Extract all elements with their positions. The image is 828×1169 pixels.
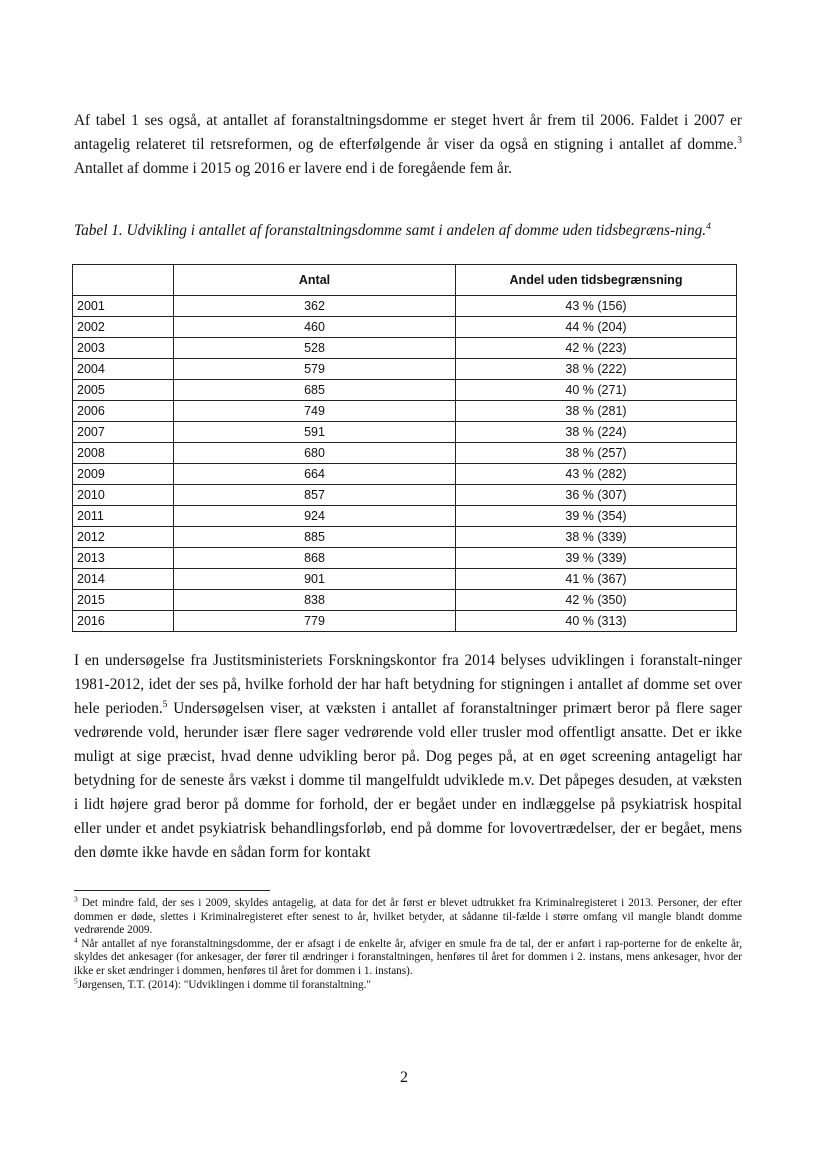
cell-antal: 838	[174, 590, 456, 611]
footnote-ref-5[interactable]: 5	[162, 699, 168, 710]
cell-andel: 42 % (223)	[456, 338, 737, 359]
cell-antal: 924	[174, 506, 456, 527]
body-text-b: Undersøgelsen viser, at væksten i antallet af foranstaltninger primært beror på flere sager vedrørende vold, herunder især flere sager vedrørende vold eller trusler mod offentligt ansatte. Det er ikke muligt at sige præcist, hvad denne udvikling beror på. Dog peges på, at en øget screening antageligt har betydning for de seneste års vækst i domme til mangelfuldt udviklede m.v. Det påpeges desuden, at væksten i lidt højere grad beror på domme for forhold, der er begået under en indlæggelse på psykiatrisk hospital eller under et andet psykiatrisk behandlingsforløb, end på domme for lovovertrædelser, der er begået, mens den dømte ikke havde en sådan form for kontakt	[74, 700, 742, 861]
intro-text-b: Antallet af domme i 2015 og 2016 er lavere end i de foregående fem år.	[74, 160, 512, 177]
cell-year: 2009	[73, 464, 174, 485]
cell-andel: 40 % (271)	[456, 380, 737, 401]
cell-antal: 664	[174, 464, 456, 485]
footnote-divider	[74, 890, 270, 891]
cell-andel: 44 % (204)	[456, 317, 737, 338]
cell-antal: 857	[174, 485, 456, 506]
cell-andel: 38 % (222)	[456, 359, 737, 380]
intro-text-a: Af tabel 1 ses også, at antallet af foranstaltningsdomme er steget hvert år frem til 2006. Faldet i 2007 er antagelig relateret til retsreformen, og de efterfølgende år viser da også en stigning i antallet af domme.	[74, 112, 742, 153]
cell-andel: 36 % (307)	[456, 485, 737, 506]
cell-year: 2006	[73, 401, 174, 422]
page-number: 2	[400, 1069, 408, 1086]
header-andel: Andel uden tidsbegrænsning	[456, 265, 737, 296]
table-row	[73, 401, 737, 422]
cell-year: 2012	[73, 527, 174, 548]
cell-andel: 41 % (367)	[456, 569, 737, 590]
cell-year: 2011	[73, 506, 174, 527]
footnotes	[74, 894, 742, 992]
cell-year: 2007	[73, 422, 174, 443]
body-text-a: I en undersøgelse fra Justitsministeriets Forskningskontor fra 2014 belyses udviklingen i foranstalt-ninger 1981-2012, idet der ses på, hvilke forhold der har haft betydning for stigningen i antallet af domme set over hele perioden.	[74, 652, 742, 717]
cell-andel: 39 % (354)	[456, 506, 737, 527]
cell-year: 2008	[73, 443, 174, 464]
cell-antal: 779	[174, 611, 456, 632]
cell-andel: 42 % (350)	[456, 590, 737, 611]
cell-year: 2005	[73, 380, 174, 401]
table-row	[73, 506, 737, 527]
table-row	[73, 359, 737, 380]
intro-paragraph	[74, 109, 742, 181]
cell-antal: 362	[174, 296, 456, 317]
cell-antal: 901	[174, 569, 456, 590]
footnote-4-text: Når antallet af nye foranstaltningsdomme, der er afsagt i de enkelte år, afviger en smule fra de tal, der er anført i rap-porterne for de enkelte år, skyldes det ankesager (for ankesager, der fører til ændringer i foranstaltningen, henføres til året for dommen i 2. instans, mens ankesager, hvor der ikke er sket ændringer i dommen, henføres til året for dommen i 1. instans).	[74, 937, 742, 977]
cell-year: 2015	[73, 590, 174, 611]
cell-andel: 38 % (339)	[456, 527, 737, 548]
table-row	[73, 464, 737, 485]
cell-andel: 38 % (224)	[456, 422, 737, 443]
table-row	[73, 317, 737, 338]
cell-year: 2010	[73, 485, 174, 506]
footnote-5-text: Jørgensen, T.T. (2014): "Udviklingen i domme til foranstaltning."	[77, 978, 371, 991]
footnote-3-marker: 3	[74, 894, 78, 904]
cell-antal: 749	[174, 401, 456, 422]
header-antal: Antal	[174, 265, 456, 296]
footnote-5	[74, 975, 742, 993]
table-caption	[74, 221, 742, 241]
cell-antal: 579	[174, 359, 456, 380]
cell-andel: 43 % (282)	[456, 464, 737, 485]
table-header-row	[73, 265, 737, 296]
footnote-3-text: Det mindre fald, der ses i 2009, skyldes antagelig, at data for det år først er blevet udtrukket fra Kriminalregisteret i 2013. Personer, der efter dommen er døde, slettes i Kriminalregisteret efter senest to år, hvilket betyder, at sådanne til-fælde i større omfang vil mangle blandt domme vedrørende 2009.	[74, 897, 742, 937]
cell-andel: 40 % (313)	[456, 611, 737, 632]
table-row	[73, 569, 737, 590]
table-row	[73, 485, 737, 506]
cell-year: 2004	[73, 359, 174, 380]
cell-year: 2014	[73, 569, 174, 590]
table-row	[73, 527, 737, 548]
footnote-4	[74, 935, 742, 979]
table-body	[73, 296, 737, 632]
cell-year: 2002	[73, 317, 174, 338]
cell-year: 2003	[73, 338, 174, 359]
cell-andel: 38 % (281)	[456, 401, 737, 422]
table-row	[73, 380, 737, 401]
cell-antal: 591	[174, 422, 456, 443]
table-row	[73, 296, 737, 317]
cell-antal: 680	[174, 443, 456, 464]
table-row	[73, 443, 737, 464]
footnote-3	[74, 894, 742, 938]
cell-antal: 868	[174, 548, 456, 569]
header-year	[73, 265, 174, 296]
cell-antal: 460	[174, 317, 456, 338]
table-row	[73, 422, 737, 443]
cell-antal: 528	[174, 338, 456, 359]
body-paragraph	[74, 649, 742, 865]
table-caption-text: Tabel 1. Udvikling i antallet af foranstaltningsdomme samt i andelen af domme uden tidsbegræns-ning.	[74, 222, 707, 239]
cell-andel: 43 % (156)	[456, 296, 737, 317]
footnote-ref-3[interactable]: 3	[737, 135, 742, 146]
footnote-ref-4[interactable]: 4	[706, 221, 711, 232]
data-table	[72, 264, 737, 632]
cell-year: 2016	[73, 611, 174, 632]
table-row	[73, 611, 737, 632]
table-row	[73, 548, 737, 569]
table-row	[73, 590, 737, 611]
cell-antal: 885	[174, 527, 456, 548]
table-row	[73, 338, 737, 359]
cell-year: 2013	[73, 548, 174, 569]
cell-andel: 38 % (257)	[456, 443, 737, 464]
footnote-4-marker: 4	[74, 935, 78, 945]
cell-antal: 685	[174, 380, 456, 401]
cell-year: 2001	[73, 296, 174, 317]
cell-andel: 39 % (339)	[456, 548, 737, 569]
footnote-5-marker: 5	[74, 975, 78, 985]
